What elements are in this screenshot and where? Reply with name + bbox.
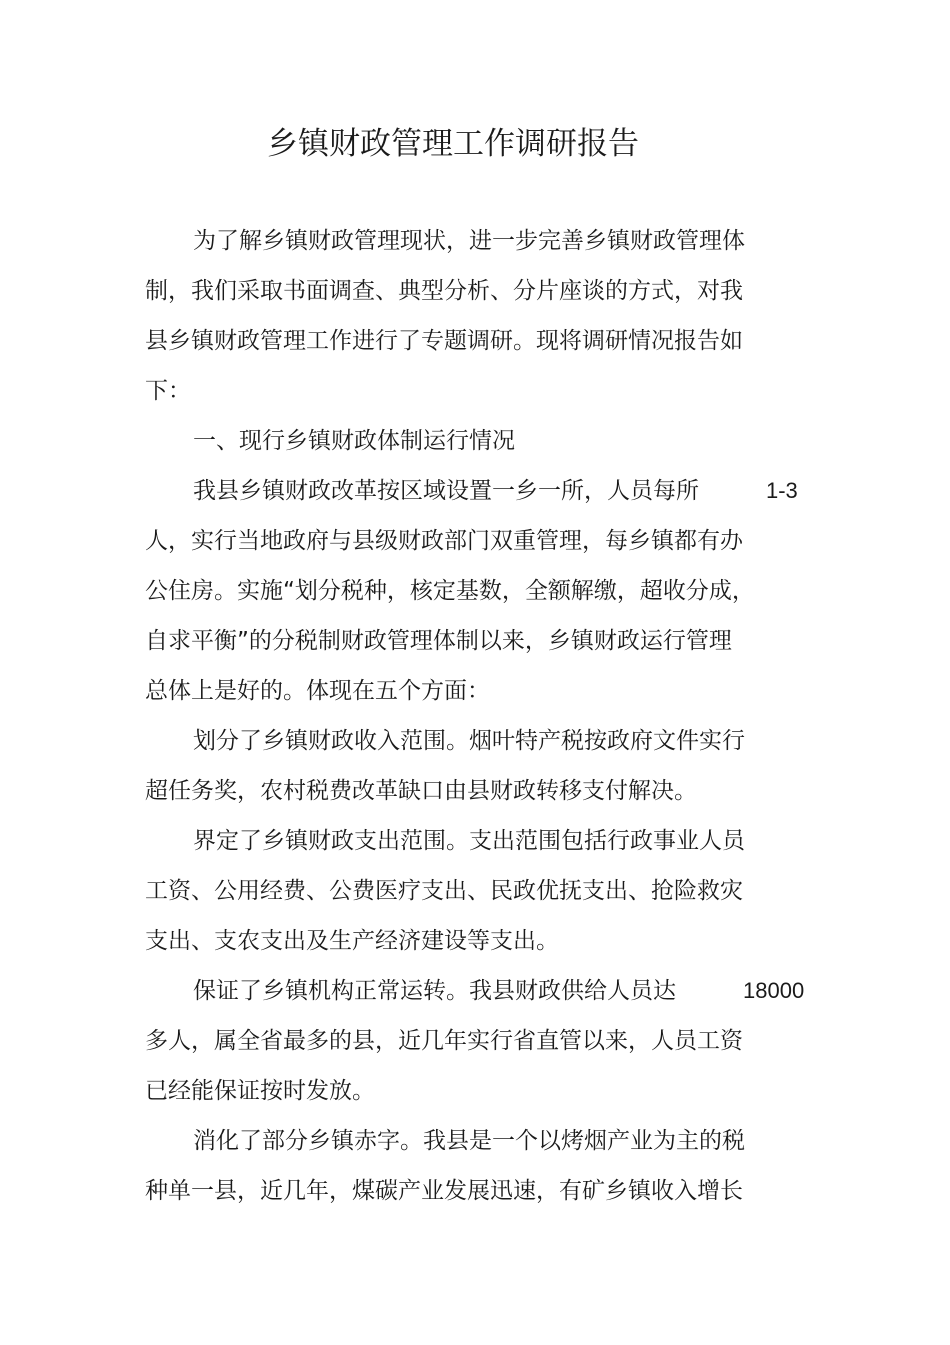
text-line: 我县乡镇财政改革按区域设置一乡一所，人员每所 [193,478,699,504]
text-line: 下： [145,378,191,404]
text-line: 消化了部分乡镇赤字。我县是一个以烤烟产业为主的税 [193,1128,745,1154]
text-line: 已经能保证按时发放。 [145,1078,375,1104]
text-line: 为了解乡镇财政管理现状，进一步完善乡镇财政管理体 [193,228,745,254]
text-line: 多人，属全省最多的县，近几年实行省直管以来，人员工资 [145,1028,743,1054]
text-line: 支出、支农支出及生产经济建设等支出。 [145,928,559,954]
text-line: 总体上是好的。体现在五个方面： [145,678,490,704]
text-line: 制，我们采取书面调查、典型分析、分片座谈的方式，对我 [145,278,743,304]
number-staff-per-office: 1-3 [766,478,798,503]
section-heading: 一、现行乡镇财政体制运行情况 [193,428,515,454]
text-line: 种单一县，近几年，煤碳产业发展迅速，有矿乡镇收入增长 [145,1178,743,1204]
text-line: 界定了乡镇财政支出范围。支出范围包括行政事业人员 [193,828,745,854]
text-line: 保证了乡镇机构正常运转。我县财政供给人员达 [193,978,676,1004]
text-line: 人，实行当地政府与县级财政部门双重管理，每乡镇都有办 [145,528,743,554]
number-staff-total: 18000 [743,978,805,1003]
document-title: 乡镇财政管理工作调研报告 [267,126,639,162]
text-line: 公住房。实施“划分税种，核定基数，全额解缴，超收分成， [145,578,755,604]
text-line: 划分了乡镇财政收入范围。烟叶特产税按政府文件实行 [193,728,745,754]
text-line: 工资、公用经费、公费医疗支出、民政优抚支出、抢险救灾 [145,878,743,904]
text-line: 县乡镇财政管理工作进行了专题调研。现将调研情况报告如 [145,328,743,354]
text-line: 自求平衡”的分税制财政管理体制以来，乡镇财政运行管理 [145,628,732,654]
text-line: 超任务奖，农村税费改革缺口由县财政转移支付解决。 [145,778,697,804]
